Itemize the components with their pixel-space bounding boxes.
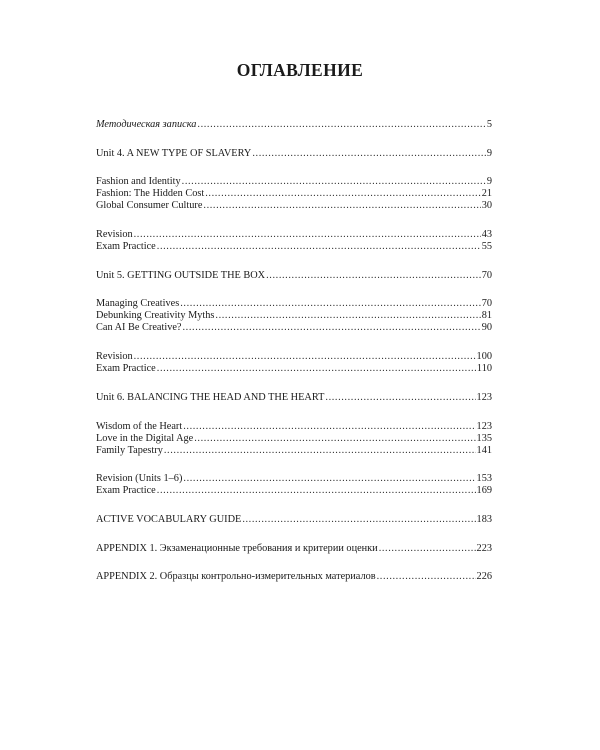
toc-entry[interactable]: [96, 119, 492, 131]
toc-page-number: 223: [476, 542, 492, 554]
toc-leader-dots: [194, 433, 475, 445]
toc-entry[interactable]: [96, 473, 492, 485]
toc-group: [96, 514, 492, 526]
toc-page-number: 21: [481, 188, 492, 200]
toc-leader-dots: [205, 188, 480, 200]
toc-entry-label: Global Consumer Culture: [96, 200, 203, 212]
toc-group: [96, 392, 492, 404]
table-of-contents: [96, 119, 492, 600]
toc-entry-label: Exam Practice: [96, 241, 156, 253]
toc-entry-label: Revision: [96, 351, 133, 363]
toc-entry[interactable]: [96, 485, 492, 497]
toc-leader-dots: [242, 514, 475, 526]
toc-entry-label: Love in the Digital Age: [96, 432, 194, 444]
toc-entry-label: APPENDIX 1. Экзаменационные требования и критерии оценки: [96, 542, 378, 554]
toc-group: [96, 543, 492, 555]
toc-entry[interactable]: [96, 445, 492, 457]
toc-entry[interactable]: [96, 421, 492, 433]
toc-page-number: 123: [476, 420, 492, 432]
toc-leader-dots: [266, 270, 481, 282]
toc-group: [96, 176, 492, 212]
toc-entry-label: Revision (Units 1–6): [96, 473, 183, 485]
toc-entry-label: Методическая записка: [96, 119, 197, 130]
toc-page-number: 169: [476, 485, 492, 497]
toc-leader-dots: [157, 485, 476, 497]
toc-group: [96, 148, 492, 160]
toc-leader-dots: [183, 473, 475, 485]
toc-group: [96, 421, 492, 457]
toc-leader-dots: [215, 310, 480, 322]
toc-entry-label: Unit 5. GETTING OUTSIDE THE BOX: [96, 269, 266, 281]
toc-entry[interactable]: [96, 322, 492, 334]
toc-entry[interactable]: [96, 310, 492, 322]
toc-page-number: 81: [481, 310, 492, 322]
toc-leader-dots: [134, 229, 481, 241]
toc-group: [96, 298, 492, 334]
toc-leader-dots: [325, 392, 475, 404]
toc-page-number: 90: [481, 322, 492, 334]
toc-entry-label: Exam Practice: [96, 363, 156, 375]
toc-leader-dots: [157, 363, 476, 375]
toc-entry-label: APPENDIX 2. Образцы контрольно-измерительных материалов: [96, 571, 376, 583]
toc-leader-dots: [377, 571, 476, 583]
toc-page-number: 183: [476, 513, 492, 525]
toc-page-number: 30: [481, 200, 492, 212]
toc-entry[interactable]: [96, 270, 492, 282]
toc-group: [96, 229, 492, 253]
toc-entry-label: ACTIVE VOCABULARY GUIDE: [96, 513, 242, 525]
toc-page-number: 9: [486, 147, 492, 159]
toc-page-number: 70: [481, 298, 492, 310]
toc-entry-label: Fashion and Identity: [96, 176, 181, 188]
toc-leader-dots: [180, 298, 480, 310]
toc-page-number: 70: [481, 269, 492, 281]
toc-leader-dots: [183, 322, 481, 334]
toc-page-number: 226: [476, 571, 492, 583]
toc-leader-dots: [164, 445, 476, 457]
toc-page-number: 135: [476, 432, 492, 444]
toc-leader-dots: [252, 148, 486, 160]
page-title: ОГЛАВЛЕНИЕ: [236, 60, 364, 80]
toc-leader-dots: [203, 200, 480, 212]
toc-entry[interactable]: [96, 543, 492, 555]
toc-page-number: 123: [476, 391, 492, 403]
toc-leader-dots: [182, 176, 486, 188]
toc-entry[interactable]: [96, 571, 492, 583]
toc-group: [96, 351, 492, 375]
toc-leader-dots: [379, 543, 476, 555]
toc-page-number: 55: [481, 241, 492, 253]
toc-entry[interactable]: [96, 176, 492, 188]
toc-entry-label: Unit 6. BALANCING THE HEAD AND THE HEART: [96, 391, 325, 403]
toc-entry-label: Family Tapestry: [96, 444, 163, 456]
toc-entry-label: Revision: [96, 229, 133, 241]
toc-entry[interactable]: [96, 514, 492, 526]
toc-entry-label: Fashion: The Hidden Cost: [96, 188, 205, 200]
toc-group: [96, 270, 492, 282]
toc-entry[interactable]: [96, 188, 492, 200]
toc-page-number: 153: [476, 473, 492, 485]
toc-page-number: 100: [476, 351, 492, 363]
toc-entry-label: Managing Creatives: [96, 298, 180, 310]
toc-page-number: 141: [476, 444, 492, 456]
toc-group: [96, 119, 492, 131]
toc-entry-label: Exam Practice: [96, 485, 156, 497]
toc-page-number: 5: [486, 119, 492, 130]
toc-entry-label: Unit 4. A NEW TYPE OF SLAVERY: [96, 147, 252, 159]
toc-leader-dots: [183, 421, 475, 433]
toc-entry[interactable]: [96, 298, 492, 310]
toc-group: [96, 473, 492, 497]
toc-entry-label: Wisdom of the Heart: [96, 420, 183, 432]
toc-page-number: 110: [476, 363, 492, 375]
toc-leader-dots: [157, 241, 481, 253]
toc-entry[interactable]: [96, 229, 492, 241]
toc-leader-dots: [197, 119, 485, 131]
toc-page-number: 9: [486, 176, 492, 188]
toc-entry[interactable]: [96, 241, 492, 253]
toc-entry[interactable]: [96, 351, 492, 363]
toc-entry[interactable]: [96, 392, 492, 404]
toc-entry[interactable]: [96, 433, 492, 445]
toc-group: [96, 571, 492, 583]
toc-entry[interactable]: [96, 363, 492, 375]
toc-page-number: 43: [481, 229, 492, 241]
toc-leader-dots: [134, 351, 476, 363]
toc-entry-label: Can AI Be Creative?: [96, 322, 182, 334]
toc-entry[interactable]: [96, 200, 492, 212]
toc-entry-label: Debunking Creativity Myths: [96, 310, 215, 322]
toc-entry[interactable]: [96, 148, 492, 160]
